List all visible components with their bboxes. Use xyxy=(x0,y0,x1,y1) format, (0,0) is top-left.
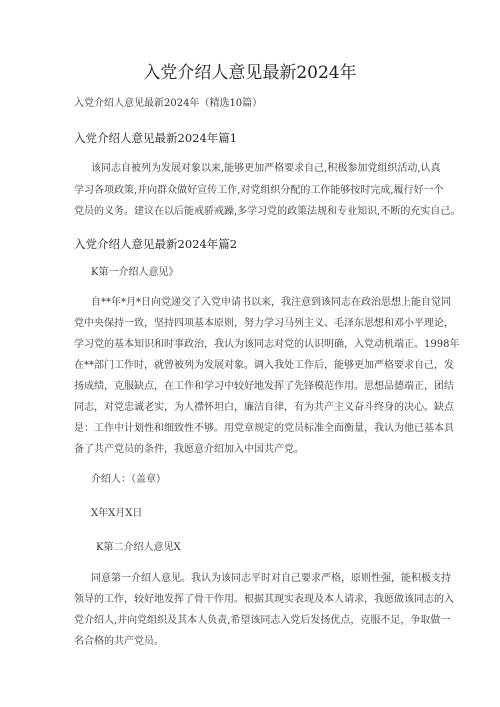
section-2-line: 是：工作中计划性和细致性不够。用党章规定的党员标准全面衡量，我认为他已基本具 xyxy=(74,423,454,434)
section-2-line: 党介绍人,并向党组织及其本人负责,希望该同志入党后发扬优点，克服不足，争取做一 xyxy=(74,615,451,626)
signature-date: X年X月X日 xyxy=(91,508,143,519)
second-introducer-heading: K第二介绍人意见X xyxy=(96,542,181,553)
section-2-line: 学习党的基本知识和时事政治，我认为该同志对党的认识明确，入党动机端正。1998年 xyxy=(74,339,460,350)
section-1-line: 党员的义务。建议在以后能戒骄戒躁,多学习党的政策法规和专业知识,不断的充实自己。 xyxy=(74,206,461,217)
section-2-line: 党中央保持一致，坚持四项基本原则，努力学习马列主义、毛泽东思想和邓小平理论， xyxy=(74,318,454,329)
section-2-line: 扬成绩，克服缺点，在工作和学习中较好地发挥了先锋模范作用。思想品德端正，团结 xyxy=(74,381,454,392)
section-2-line: 在**部门工作时，就曾被列为发展对象。调入我处工作后，能够更加严格要求自己，发 xyxy=(74,360,454,371)
document-subtitle: 入党介绍人意见最新2024年（精选10篇） xyxy=(74,98,263,109)
first-introducer-heading: K第一介绍人意见》 xyxy=(91,267,179,278)
section-1-line: 该同志自被列为发展对象以来,能够更加严格要求自己,积极参加党组织活动,认真 xyxy=(91,163,441,174)
section-2-line: 备了共产党员的条件，我愿意介绍加入中国共产党。 xyxy=(74,444,304,455)
section-1-line: 学习各项政策,并向群众做好宣传工作,对党组织分配的工作能够按时完成,履行好一个 xyxy=(74,185,444,196)
section-2-line: 同志，对党忠诚老实，为人襟怀坦白，廉洁自律，有为共产主义奋斗终身的决心。缺点 xyxy=(74,402,454,413)
document-title: 入党介绍人意见最新2024年 xyxy=(143,63,357,83)
section-2-line: 领导的工作，较好地发挥了骨干作用。根据其现实表现及本人请求，我愿做该同志的入 xyxy=(74,594,454,605)
section-2-line: 名合格的共产党员。 xyxy=(74,636,164,647)
section-1-heading: 入党介绍人意见最新2024年篇1 xyxy=(74,131,238,145)
section-2-line: 同意第一介绍人意见。我认为该同志平时对自己要求严格，原则性强，能积极支持 xyxy=(91,573,451,584)
section-2-line: 自**年*月*日向党递交了入党申请书以来，我注意到该同志在政治思想上能自觉同 xyxy=(91,297,451,308)
introducer-signature: 介绍人：（盖章） xyxy=(91,474,166,485)
section-2-heading: 入党介绍人意见最新2024年篇2 xyxy=(74,237,238,251)
